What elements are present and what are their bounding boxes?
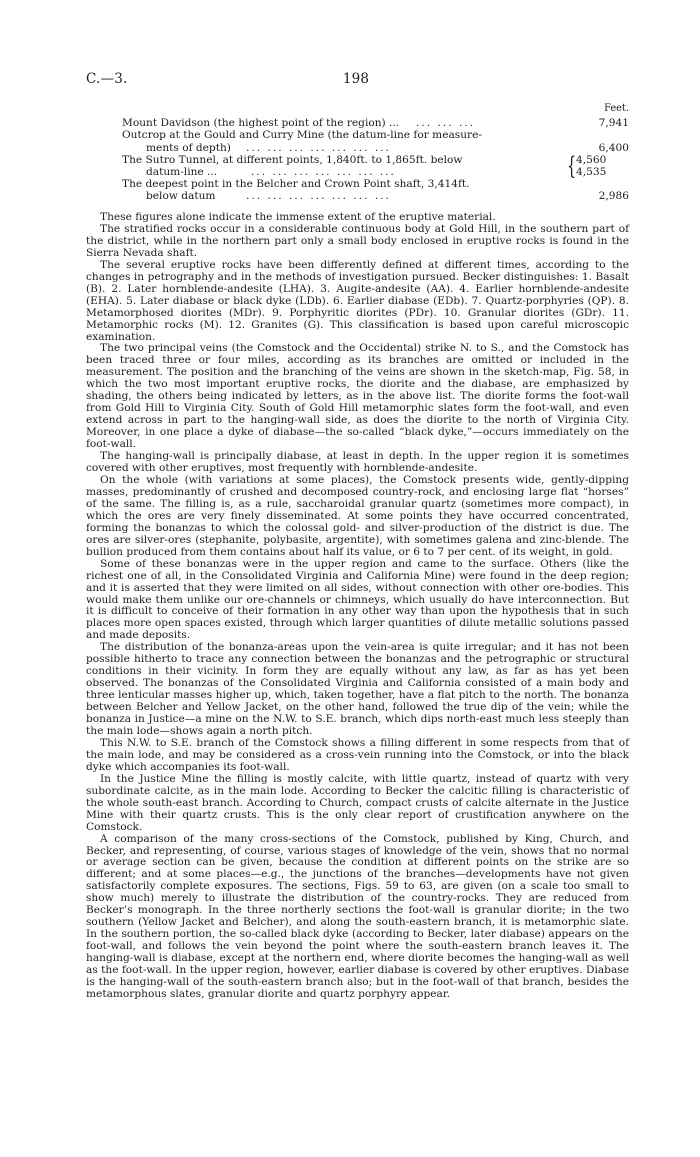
sutro-values	[576, 154, 606, 178]
paragraph: Some of these bonanzas were in the upper region and came to the surface. Others (like the richest one of all, in the Consolidated Virginia and California Mine) were found in the deep region; and it is asserted that they were limited on all sides, without connection with other ore-bodies. This would make them unlike our ore-channels or chimneys, which usually do have interconnection. But it is difficult to conceive of their formation in any other way than upon the hypothesis that in such places more open spaces existed, through which larger quantities of dilute metallic solutions passed and made deposits.	[86, 557, 629, 642]
paragraph: The stratified rocks occur in a considerable continuous body at Gold Hill, in the southern part of the district, while in the northern part only a small body enclosed in eruptive rocks is found in the Sierra Nevada shaft.	[86, 222, 629, 259]
row-value: 2,986	[598, 190, 629, 203]
paragraph: The distribution of the bonanza-areas upon the vein-area is quite irregular; and it has not been possible hitherto to trace any connection between the bonanzas and the petrographic or structural conditions in their vicinity. In form they are equally without any law, as far as has yet been observed. The bonanzas of the Consolidated Virginia and California consisted of a main body and three lenticular masses higher up, which, taken together, have a flat pitch to the north. The bonanza between Belcher and Yellow Jacket, on the other hand, followed the true dip of the vein; while the bonanza in Justice—a mine on the N.W. to S.E. branch, which dips north-east much less steeply than the main lode—shows again a north pitch.	[86, 641, 629, 737]
table-row	[86, 129, 629, 141]
page-number: 198	[342, 71, 370, 87]
table-row	[86, 190, 629, 202]
paragraph: The several eruptive rocks have been differently defined at different times, according to the changes in petrography and in the methods of investigation pursued. Becker distinguishes: 1. Basalt (B). 2. Later hornblende-andesite (LHA). 3. Augite-andesite (AA). 4. Earlier hornblende-andesite (EHA). 5. Later diabase or black dyke (LDb). 6. Earlier diabase (EDb). 7. Quartz-porphyries (QP). 8. Metamorphosed diorites (MDr). 9. Porphyritic diorites (PDr). 10. Granular diorites (GDr). 11. Metamorphic rocks (M). 12. Granites (G). This classification is based upon careful microscopic examination.	[86, 258, 629, 343]
elevation-table	[86, 103, 629, 203]
leader-dots: ... ... ... ... ... ... ...	[251, 165, 396, 178]
row-value: 6,400	[598, 141, 629, 154]
paragraph: In the Justice Mine the filling is mostly calcite, with little quartz, instead of quartz with very subordinate calcite, as in the main lode. According to Becker the calcitic filling is characteristic of the whole south-east branch. According to Church, compact crusts of calcite alternate in the Justice Mine with their quartz crusts. This is the only clear report of crustification anywhere on the Comstock.	[86, 772, 629, 833]
row-label: The Sutro Tunnel, at different points, 1,840ft. to 1,865ft. below	[122, 153, 463, 166]
row-label: The deepest point in the Belcher and Crown Point shaft, 3,414ft.	[122, 178, 470, 191]
paragraph: The hanging-wall is principally diabase, at least in depth. In the upper region it is sometimes covered with other eruptives, most frequently with hornblende-andesite.	[86, 450, 629, 475]
table-row	[86, 154, 629, 166]
paragraph: The two principal veins (the Comstock and the Occidental) strike N. to S., and the Comstock has been traced three or four miles, according as its branches are omitted or included in the measurement. The position and the branching of the veins are shown in the sketch-map, Fig. 58, in which the two most important eruptive rocks, the diorite and the diabase, are emphasized by shading, the others being indicated by letters, as in the above list. The diorite forms the foot-wall from Gold Hill to Virginia City. South of Gold Hill metamorphic slates form the foot-wall, and even extend across in part to the hanging-wall side, as does the diorite to the north of Virginia City. Moreover, in one place a dyke of diabase—the so-called “black dyke,”—occurs immediately on the foot-wall.	[86, 342, 629, 451]
section-code: C.—3.	[86, 71, 128, 87]
body-text	[86, 212, 629, 1001]
table-row-group	[86, 151, 629, 180]
row-label: datum-line ...	[146, 165, 218, 178]
sutro-value: 4,535	[576, 165, 607, 178]
row-value: 7,941	[598, 117, 629, 130]
unit-label: Feet.	[604, 103, 629, 114]
row-label: below datum	[146, 190, 216, 203]
table-row	[86, 142, 629, 154]
table-row	[86, 117, 629, 129]
paragraph: On the whole (with variations at some places), the Comstock presents wide, gently-dipping masses, predominantly of crushed and decomposed country-rock, and enclosing large flat “horses” of the same. The filling is, as a rule, saccharoidal granular quartz (sometimes more compact), in which the ores are very finely disseminated. At some points they have occurred concentrated, forming the bonanzas to which the colossal gold- and silver-production of the district is due. The ores are silver-ores (stephanite, polybasite, argentite), with sometimes galena and zinc-blende. The bullion produced from them contains about half its value, or 6 to 7 per cent. of its weight, in gold.	[86, 473, 629, 558]
paragraph: These figures alone indicate the immense extent of the eruptive material.	[100, 211, 496, 223]
leader-dots: ... ... ... ... ... ... ...	[246, 190, 391, 203]
row-label: Outcrop at the Gould and Curry Mine (the datum-line for measure-	[122, 129, 482, 142]
table-row	[86, 178, 629, 190]
brace: {	[567, 151, 577, 180]
table-row	[86, 166, 629, 178]
leader-dots: ... ... ... ... ... ... ...	[246, 141, 391, 154]
row-label: ments of depth)	[146, 141, 231, 154]
row-label: Mount Davidson (the highest point of the region) ...	[122, 117, 400, 130]
page-header	[86, 71, 626, 89]
sutro-value: 4,560	[576, 153, 607, 166]
paragraph: This N.W. to S.E. branch of the Comstock shows a filling different in some respects from that of the main lode, and may be considered as a cross-vein running into the Comstock, or into the black dyke which accompanies its foot-wall.	[86, 736, 629, 773]
paragraph: A comparison of the many cross-sections of the Comstock, published by King, Church, and Becker, and representing, of course, various stages of knowledge of the vein, shows that no normal or average section can be given, because the condition at different points on the strike are so different; and at some places—e.g., the junctions of the branches—developments have not given satisfactorily complete exposures. The sections, Figs. 59 to 63, are given (on a scale too small to show much) merely to illustrate the distribution of the country-rocks. They are reduced from Becker’s monograph. In the three northerly sections the foot-wall is granular diorite; in the two southern (Yellow Jacket and Belcher), and along the south-eastern branch, it is metamorphic slate. In the southern portion, the so-called black dyke (according to Becker, later diabase) appears on the foot-wall, and follows the vein beyond the point where the south-eastern branch leaves it. The hanging-wall is diabase, except at the northern end, where diorite becomes the hanging-wall as well as the foot-wall. In the upper region, however, earlier diabase is covered by other eruptives. Diabase is the hanging-wall of the south-eastern branch also; but in the foot-wall of that branch, besides the metamorphous slates, granular diorite and quartz porphyry appear.	[86, 832, 629, 1000]
leader-dots: ... ... ...	[416, 117, 476, 130]
